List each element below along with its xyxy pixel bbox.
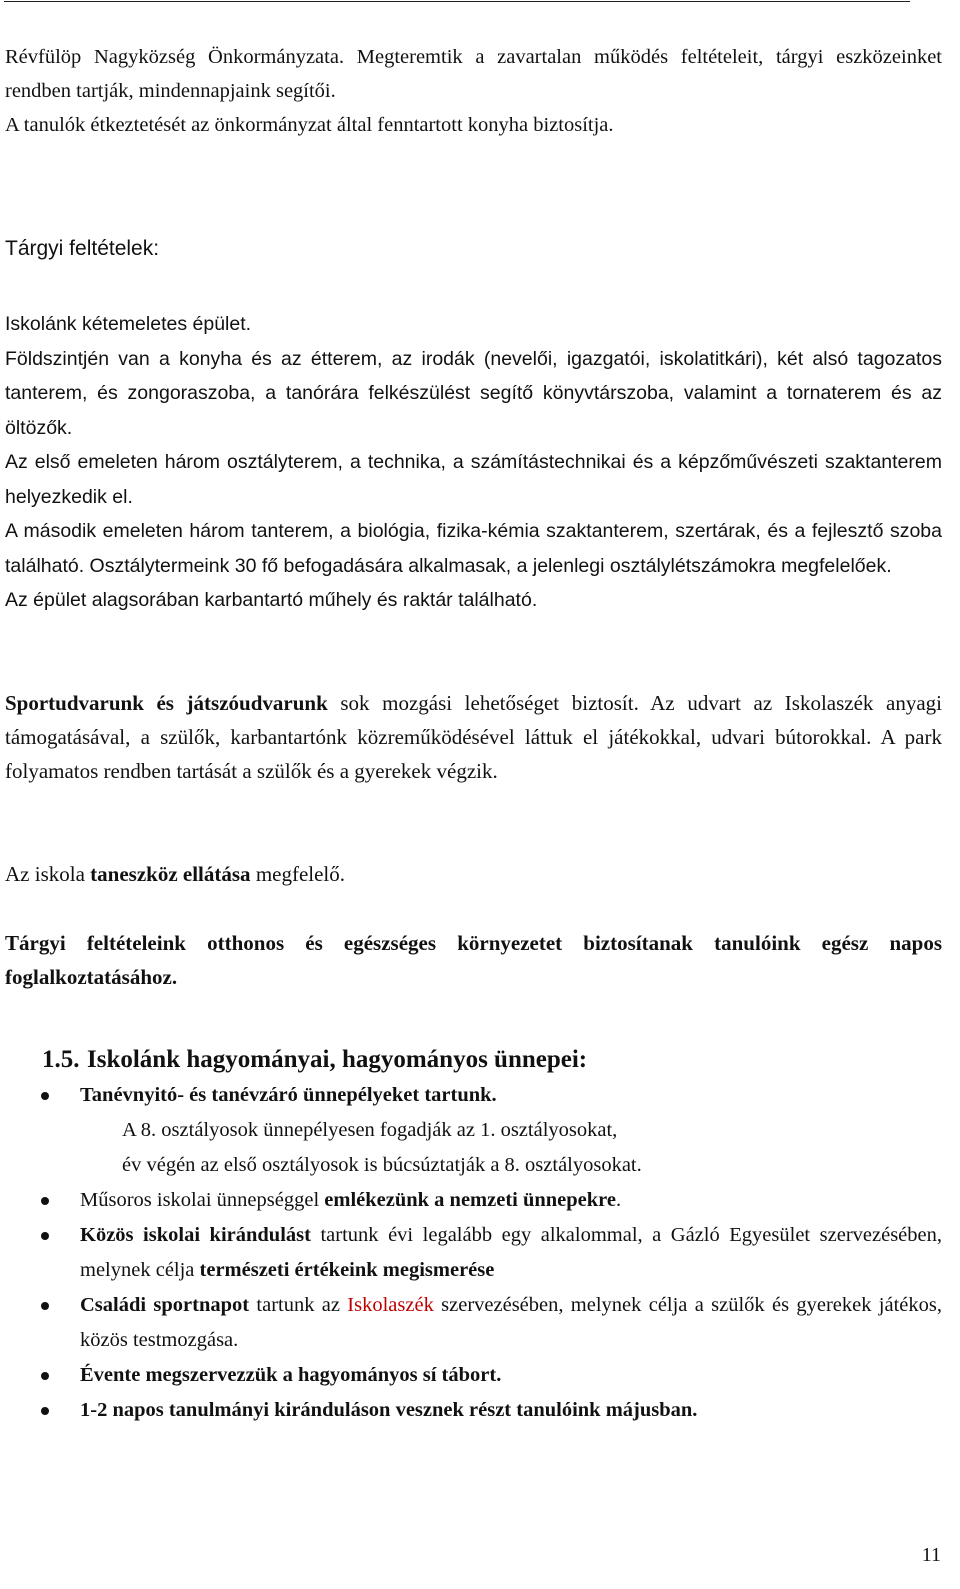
list-subline: A 8. osztályosok ünnepélyesen fogadják az 1. osztályosokat, (122, 1119, 618, 1141)
equipment-bold: taneszköz ellátása (90, 862, 251, 886)
summary-paragraph: Tárgyi feltételeink otthonos és egészséges környezetet biztosítanak tanulóink egész napos foglalkoztatásához. (5, 931, 942, 989)
list-item-bold: Családi sportnapot (80, 1294, 250, 1316)
list-item (0, 1218, 942, 1288)
bullet-icon (41, 1372, 49, 1380)
basement-description: Az épület alagsorában karbantartó műhely és raktár található. (5, 589, 538, 611)
list-item-bold: Tanévnyitó- és tanévzáró ünnepélyeket tartunk. (80, 1084, 497, 1106)
list-item-text: . (616, 1189, 622, 1211)
equipment-suffix: megfelelő. (250, 862, 346, 886)
intro-paragraph (5, 40, 942, 142)
list-item-bold: 1-2 napos tanulmányi kiránduláson vesznek részt tanulóink májusban. (80, 1399, 698, 1421)
list-subline: év végén az első osztályosok is búcsúztatják a 8. osztályosokat. (122, 1154, 642, 1176)
section-heading: Tárgyi feltételek: (5, 237, 160, 260)
list-item (0, 1393, 942, 1428)
list-item (0, 1288, 942, 1358)
intro-line-2: A tanulók étkeztetését az önkormányzat által fenntartott konyha biztosítja. (5, 114, 614, 136)
first-floor-description: Az első emeleten három osztályterem, a technika, a számítástechnikai és a képzőművészeti szaktanterem helyezkedik el. (5, 451, 942, 508)
yard-bold: Sportudvarunk és játszóudvarunk (5, 691, 328, 715)
yard-text: sok mozgási lehetőséget biztosít. Az udvart az Iskolaszék anyagi támogatásával, a szülők, karbantartónk közreműködésével láttuk el játékokkal, udvari bútorokkal. A park folyamatos rendben tartását a szülők és a gyerekek végzik. (5, 691, 942, 783)
section-number: 1.5. (42, 1046, 80, 1073)
bullet-icon (41, 1092, 49, 1100)
intro-line-1: Révfülöp Nagyközség Önkormányzata. Megteremtik a zavartalan működés feltételeit, tárgyi eszközeinket rendben tartják, mindennapjaink segítői. (5, 46, 942, 102)
traditions-list (0, 1078, 942, 1428)
list-item-bold: Évente megszervezzük a hagyományos sí tábort. (80, 1364, 502, 1386)
list-item-text: tartunk az (249, 1294, 348, 1316)
bullet-icon (41, 1197, 49, 1205)
bullet-icon (41, 1232, 49, 1240)
second-floor-description: A második emeleten három tanterem, a biológia, fizika-kémia szaktanterem, szertárak, és a fejlesztő szoba található. Osztálytermeink 30 fő befogadására alkalmasak, a jelenlegi osztálylétszámokra megfelelőek. (5, 520, 942, 577)
list-item (0, 1183, 942, 1218)
equipment-prefix: Az iskola (5, 862, 91, 886)
traditions-heading (42, 1046, 587, 1074)
bullet-icon (41, 1302, 49, 1310)
ground-floor-description: Földszintjén van a konyha és az étterem, az irodák (nevelői, igazgatói, iskolatitkári), két alsó tagozatos tanterem, és zongoraszoba, a tanórára felkészülést segítő könyvtárszoba, valamint a tornaterem és az öltözők. (5, 347, 942, 439)
list-item-bold: emlékezünk a nemzeti ünnepekre (324, 1189, 617, 1211)
list-item-text: Műsoros iskolai ünnepséggel (80, 1189, 325, 1211)
list-item (0, 1078, 942, 1183)
bullet-icon (41, 1407, 49, 1415)
highlighted-term: Iskolaszék (347, 1294, 434, 1316)
header-rule (4, 1, 910, 2)
page-number: 11 (921, 1544, 941, 1566)
section-title: Iskolánk hagyományai, hagyományos ünnepei: (87, 1046, 588, 1073)
list-item-bold: Közös iskolai kirándulást (80, 1224, 311, 1246)
building-description (5, 307, 942, 618)
yard-paragraph (5, 686, 942, 788)
list-item-text: tartunk évi legalább egy alkalommal, a Gázló Egyesület szervezésében, melynek célja (80, 1224, 942, 1281)
list-item (0, 1358, 942, 1393)
equipment-paragraph (5, 857, 942, 891)
list-item-bold: természeti értékeink megismerése (199, 1259, 495, 1281)
list-item-text: szervezésében, melynek célja a szülők és gyerekek játékos, közös testmozgása. (80, 1294, 942, 1351)
building-intro: Iskolánk kétemeletes épület. (5, 313, 252, 335)
